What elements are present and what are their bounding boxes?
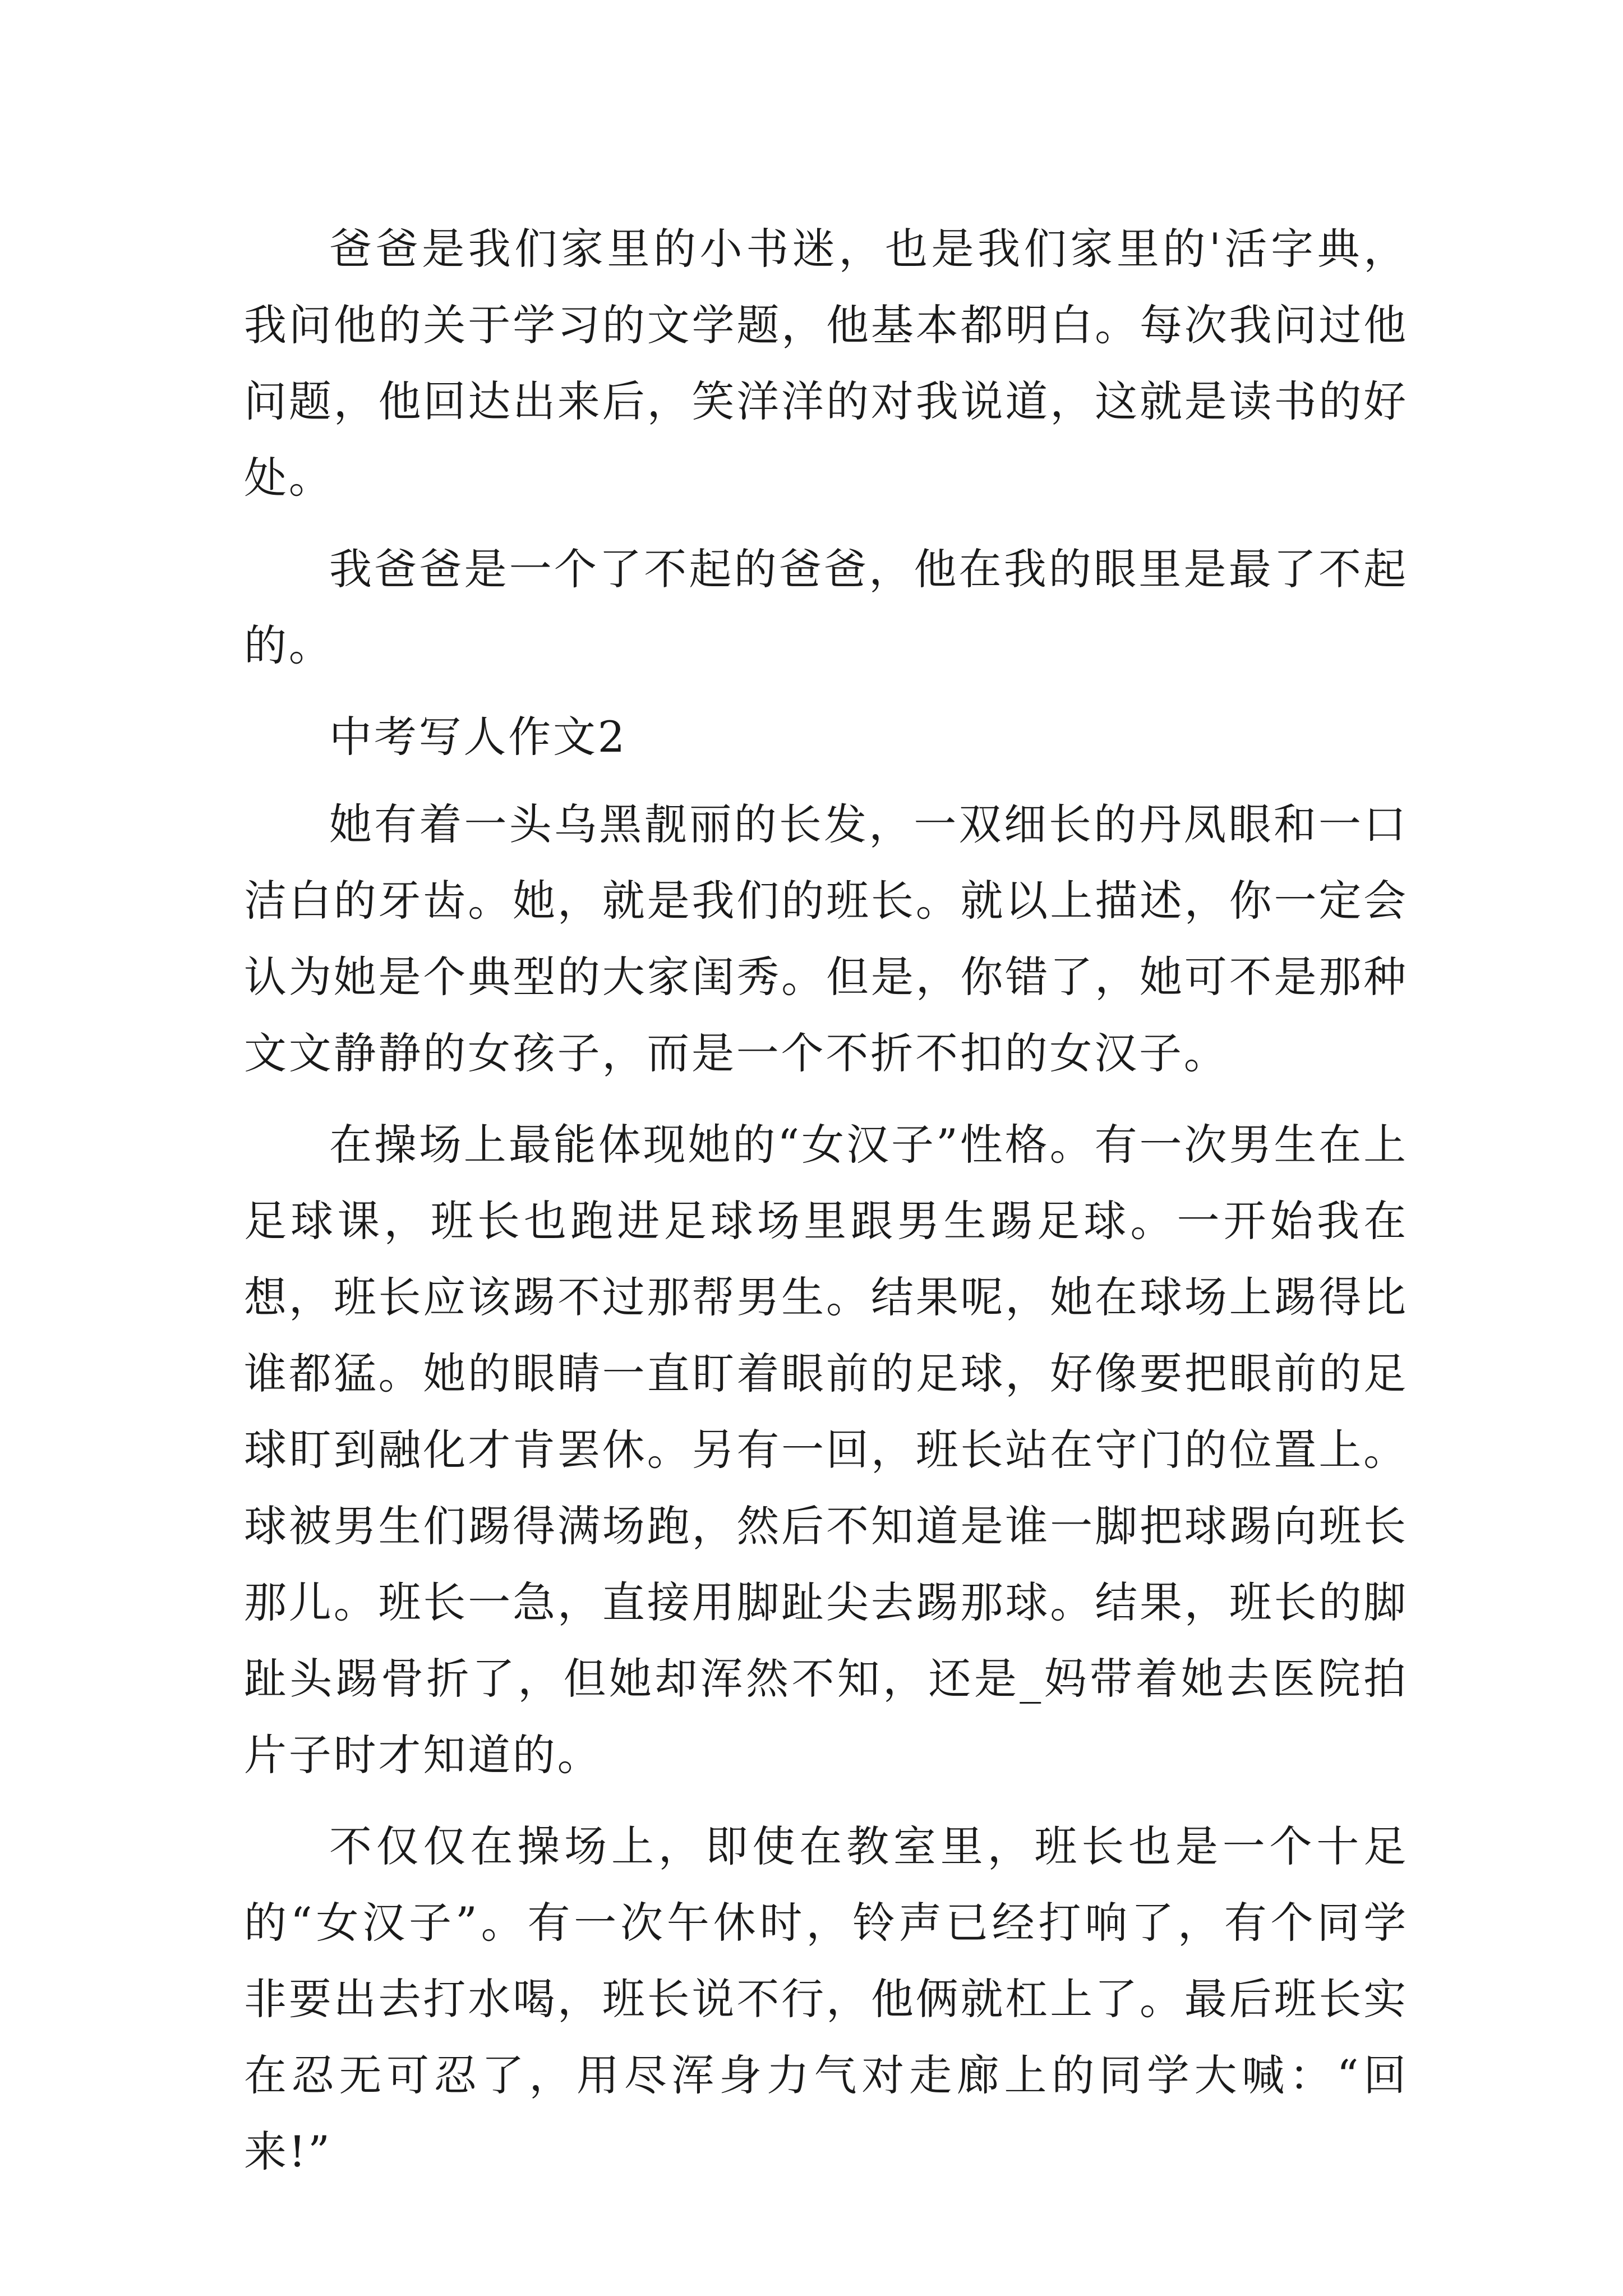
paragraph-playground-story: 在操场上最能体现她的“女汉子”性格。有一次男生在上足球课，班长也跑进足球场里跟男生踢足球。一开始我在想，班长应该踢不过那帮男生。结果呢，她在球场上踢得比谁都猛。她的眼睛一直盯着眼前的足球，好像要把眼前的足球盯到融化才肯罢休。另有一回，班长站在守门的位置上。球被男生们踢得满场跑，然后不知道是谁一脚把球踢向班长那儿。班长一急，直接用脚趾尖去踢那球。结果，班长的脚趾头踢骨折了，但她却浑然不知，还是_妈带着她去医院拍片子时才知道的。 [244, 1120, 1408, 1780]
document-body [244, 211, 1408, 2190]
paragraph-father-bookworm: 爸爸是我们家里的小书迷，也是我们家里的'活字典，我问他的关于学习的文学题，他基本都明白。每次我问过他问题，他回达出来后，笑洋洋的对我说道，这就是读书的好处。 [244, 224, 1408, 503]
paragraph-father-conclusion: 我爸爸是一个了不起的爸爸，他在我的眼里是最了不起的。 [244, 544, 1408, 670]
paragraph-classroom-story: 不仅仅在操场上，即使在教室里，班长也是一个十足的“女汉子”。有一次午休时，铃声已经打响了，有个同学非要出去打水喝，班长说不行，他俩就杠上了。最后班长实在忍无可忍了，用尽浑身力气对走廊上的同学大喊：“回来!” [244, 1821, 1408, 2177]
section-heading: 中考写人作文2 [329, 712, 627, 762]
paragraph-monitor-description: 她有着一头乌黑靓丽的长发，一双细长的丹凤眼和一口洁白的牙齿。她，就是我们的班长。就以上描述，你一定会认为她是个典型的大家闺秀。但是，你错了，她可不是那种文文静静的女孩子，而是一个不折不扣的女汉子。 [244, 799, 1408, 1078]
